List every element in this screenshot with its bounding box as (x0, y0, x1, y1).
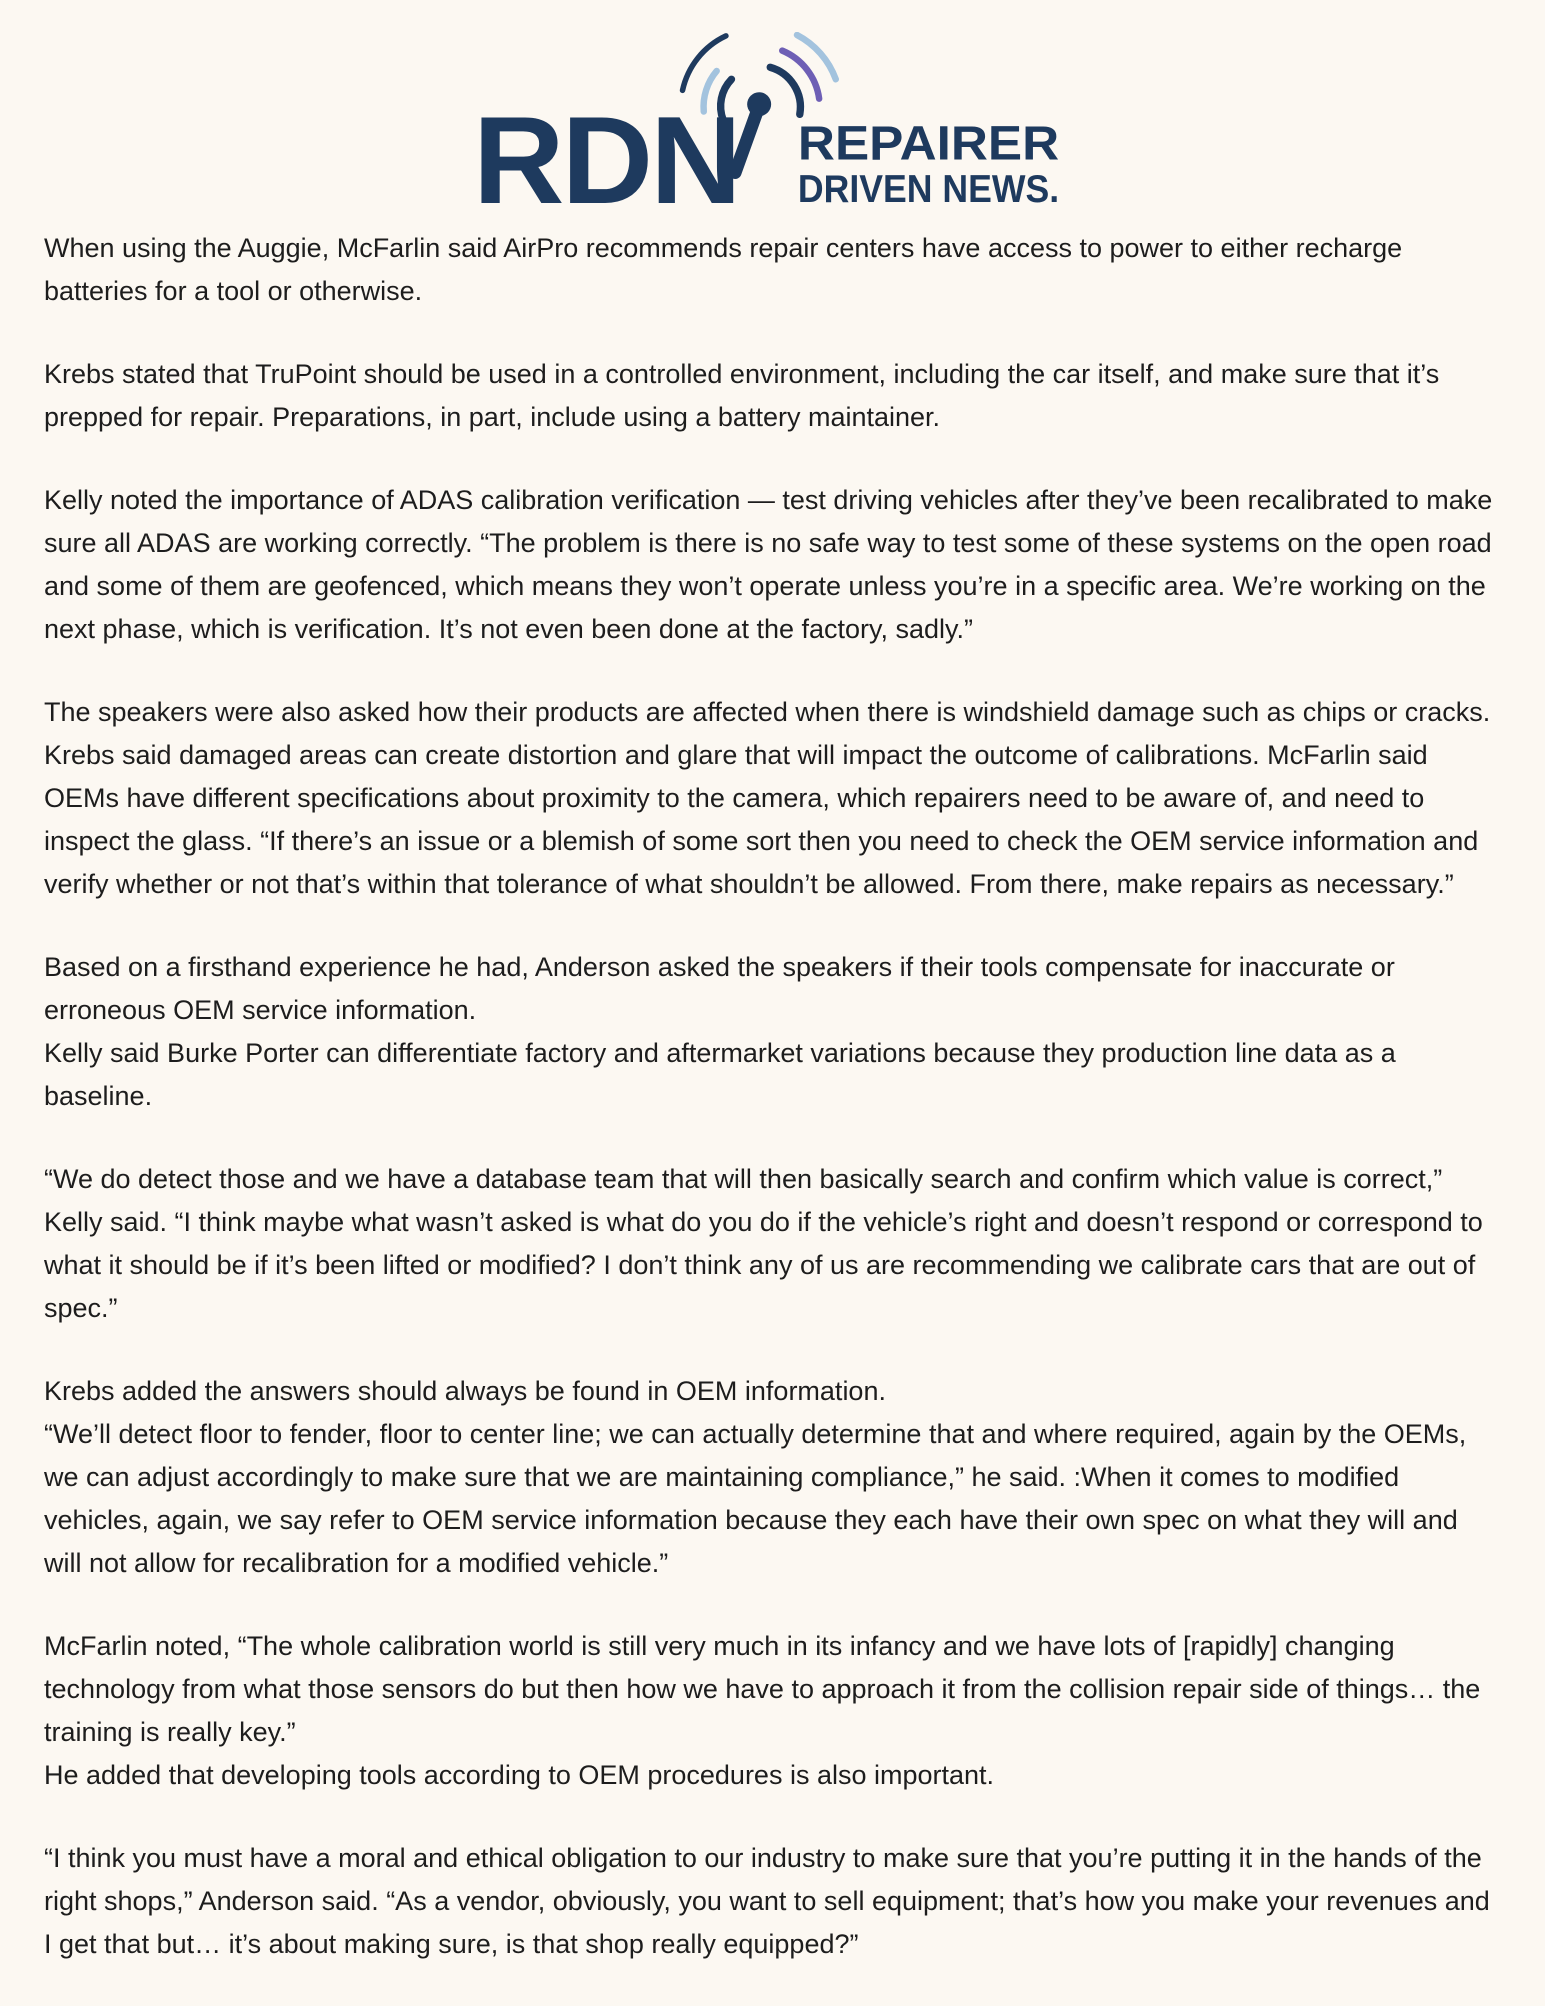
paragraph (44, 227, 1501, 313)
paragraph-text: Krebs stated that TruPoint should be used in a controlled environment, including the car itself, and make sure that it’s prepped for repair. Preparations, in part, include using a battery maintainer. (44, 359, 1440, 432)
paragraph-text: He added that developing tools according to OEM procedures is also important. (44, 1760, 995, 1790)
paragraph (44, 479, 1501, 651)
paragraph (44, 946, 1501, 1118)
paragraph (44, 1625, 1501, 1797)
logo-name-line2: DRIVEN NEWS. (797, 168, 1059, 212)
paragraph-text: When using the Auggie, McFarlin said AirPro recommends repair centers have access to power to either recharge batteries for a tool or otherwise. (44, 233, 1403, 306)
paragraph (44, 353, 1501, 439)
paragraph-text: Krebs added the answers should always be found in OEM information. (44, 1376, 886, 1406)
rdn-logo (473, 32, 1073, 217)
article-body (0, 217, 1545, 2006)
paragraph-text: “We do detect those and we have a database team that will then basically search and confirm which value is correct,” Kelly said. “I think maybe what wasn’t asked is what do you do if the vehicle’s right and doesn’t respond or correspond to what it should be if it’s been lifted or modified? I don’t think any of us are recommending we calibrate cars that are out of spec.” (44, 1164, 1483, 1323)
paragraph-text: “We’ll detect floor to fender, floor to center line; we can actually determine that and where required, again by the OEMs, we can adjust accordingly to make sure that we are maintaining compliance,” he said. :When it comes to modified vehicles, again, we say refer to OEM service information because they each have their own spec on what they will and will not allow for recalibration for a modified vehicle.” (44, 1419, 1467, 1578)
paragraph (44, 691, 1501, 906)
paragraph-text: “I think you must have a moral and ethical obligation to our industry to make sure that you’re putting it in the hands of the right shops,” Anderson said. “As a vendor, obviously, you want to sell equipment; that’s how you make your revenues and I get that but… it’s about making sure, is that shop really equipped?” (44, 1843, 1490, 1959)
paragraph-text: Kelly noted the importance of ADAS calibration verification — test driving vehicles after they’ve been recalibrated to make sure all ADAS are working correctly. “The problem is there is no safe way to test some of these systems on the open road and some of them are geofenced, which means they won’t operate unless you’re in a specific area. We’re working on the next phase, which is verification. It’s not even been done at the factory, sadly.” (44, 485, 1493, 644)
paragraph-text: McFarlin noted, “The whole calibration world is still very much in its infancy and we have lots of [rapidly] changing technology from what those sensors do but then how we have to approach it from the collision repair side of things… the training is really key.” (44, 1631, 1481, 1747)
paragraph (44, 1370, 1501, 1585)
paragraph-text: Kelly said Burke Porter can differentiate factory and aftermarket variations because they production line data as a baseline. (44, 1038, 1396, 1111)
antenna-icon (735, 92, 771, 172)
logo-abbr-text: RDN (472, 90, 739, 217)
paragraph-text: The speakers were also asked how their products are affected when there is windshield damage such as chips or cracks. Krebs said damaged areas can create distortion and glare that will impact the outcome of calibrations. McFarlin said OEMs have different specifications about proximity to the camera, which repairers need to be aware of, and need to inspect the glass. “If there’s an issue or a blemish of some sort then you need to check the OEM service information and verify whether or not that’s within that tolerance of what shouldn’t be allowed. From there, make repairs as necessary.” (44, 697, 1491, 899)
paragraph (44, 1837, 1501, 1966)
logo-name-line1: REPAIRER (797, 117, 1059, 171)
paragraph (44, 1158, 1501, 1330)
page-header (0, 0, 1545, 217)
paragraph-text: Based on a firsthand experience he had, Anderson asked the speakers if their tools compensate for inaccurate or erroneous OEM service information. (44, 952, 1395, 1025)
